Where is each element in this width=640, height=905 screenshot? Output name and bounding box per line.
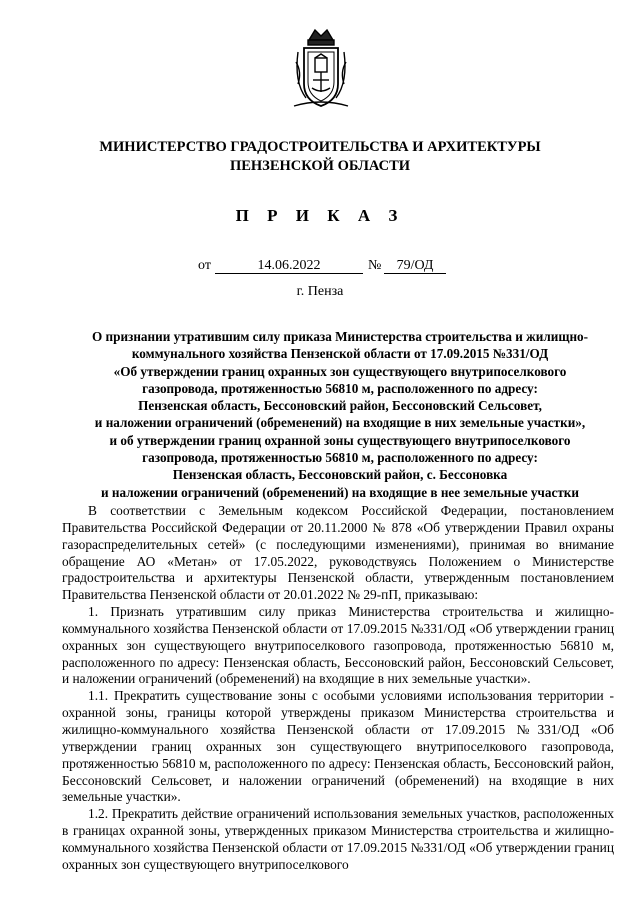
- subject-line: О признании утратившим силу приказа Министерства строительства и жилищно-: [91, 329, 589, 344]
- body-paragraph: В соответствии с Земельным кодексом Российской Федерации, постановлением Правительства Российской Федерации от 20.11.2000 № 878 «Об утверждении Правил охраны газораспределительных сетей» (с последующими изменениями), принимая во внимание обращение АО «Метан» от 17.05.2022, руководствуясь Положением о Министерстве градостроительства и архитектуры Пензенской области, утвержденным постановлением Правительства Пензенской области от 20.01.2022 № 29-пП, приказываю:: [62, 503, 614, 603]
- order-title: П Р И К А З: [235, 206, 405, 225]
- number-label: №: [368, 258, 382, 273]
- body-paragraph: 1. Признать утратившим силу приказ Министерства строительства и жилищно-коммунального хозяйства Пензенской области от 17.09.2015 №331/ОД «Об утверждении границ охранных зон существующего внутрипоселкового газопровода, протяженностью 56810 м, расположенного по адресу: Пензенская область, Бессоновский район, Бессоновский Сельсовет, и наложении ограничений (обременений) на входящие в них земельные участки».: [62, 604, 614, 687]
- subject-line: газопровода, протяженностью 56810 м, расположенного по адресу:: [142, 380, 538, 396]
- body-paragraph: 1.2. Прекратить действие ограничений использования земельных участков, расположенных в границах охранной зоны, утвержденных приказом Министерства строительства и жилищно-коммунального хозяйства Пензенской области от 17.09.2015 №331/ОД «Об утверждении границ охранных зон существующего внутрипоселкового: [62, 806, 614, 872]
- order-subject: [74, 328, 606, 501]
- city: г. Пенза: [296, 284, 344, 299]
- subject-line: и наложении ограничений (обременений) на входящие в нее земельные участки: [100, 484, 579, 500]
- order-date: 14.06.2022: [215, 258, 363, 274]
- subject-line: и наложении ограничений (обременений) на входящие в них земельные участки»,: [94, 415, 586, 431]
- subject-line: коммунального хозяйства Пензенской области от 17.09.2015 №331/ОД: [131, 346, 549, 362]
- body-paragraph: 1.1. Прекратить существование зоны с особыми условиями использования территории - охранной зоны, границы которой утверждены приказом Министерства строительства и жилищно-коммунального хозяйства Пензенской области от 17.09.2015 №331/ОД «Об утверждении границ охранных зон существующего внутрипоселкового газопровода, протяженностью 56810 м, расположенного по адресу: Пензенская область, Бессоновский район, Бессоновский Сельсовет, и наложении ограничений (обременений) на входящие в них земельные участки».: [62, 688, 614, 805]
- order-date-number-line: [0, 256, 640, 276]
- subject-line: Пензенская область, Бессоновский район, Бессоновский Сельсовет,: [138, 398, 542, 414]
- subject-line: Пензенская область, Бессоновский район, с. Бессоновка: [172, 467, 508, 483]
- order-number: 79/ОД: [384, 258, 446, 274]
- penza-coat-of-arms-icon: [292, 22, 350, 110]
- from-label: от: [198, 258, 211, 273]
- ministry-line-1: МИНИСТЕРСТВО ГРАДОСТРОИТЕЛЬСТВА И АРХИТЕКТУРЫ: [99, 139, 541, 155]
- order-body: [62, 503, 614, 874]
- subject-line: и об утверждении границ охранной зоны существующего внутрипоселкового: [109, 432, 571, 448]
- ministry-line-2: ПЕНЗЕНСКОЙ ОБЛАСТИ: [229, 158, 411, 174]
- subject-line: газопровода, протяженностью 56810 м, расположенного по адресу:: [142, 450, 538, 466]
- ministry-name: [0, 138, 640, 176]
- subject-line: «Об утверждении границ охранных зон существующего внутрипоселкового: [113, 363, 567, 379]
